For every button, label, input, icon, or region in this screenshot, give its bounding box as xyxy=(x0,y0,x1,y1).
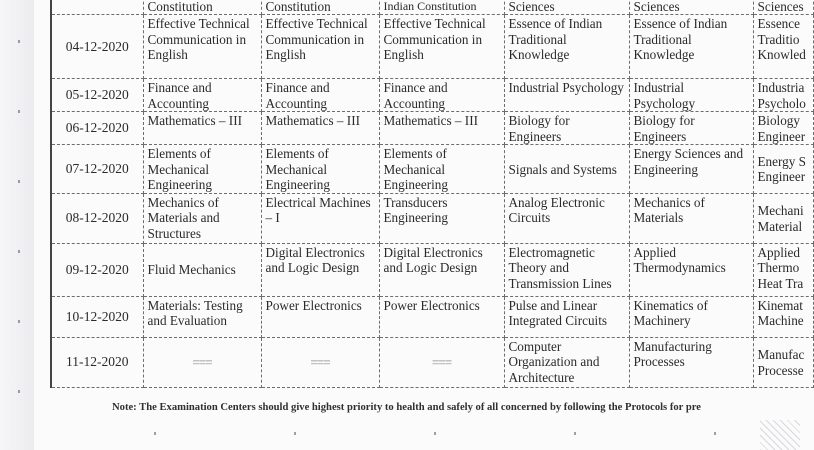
subject-cell: Effective Technical Communication in English xyxy=(261,15,379,79)
subject-cell: Signals and Systems xyxy=(504,145,629,194)
date-cell: 06-12-2020 xyxy=(51,112,143,145)
subject-cell: Materials: Testing and Evaluation xyxy=(143,296,261,337)
date-cell: 08-12-2020 xyxy=(51,193,143,243)
subject-cell: Mechanics of Materials xyxy=(629,193,753,243)
header-cell: Constitution xyxy=(261,0,379,15)
subject-cell: Finance and Accounting xyxy=(143,79,261,112)
margin-mark xyxy=(18,40,20,43)
subject-cell: Essence of Indian Traditional Knowledge xyxy=(629,15,753,79)
subject-cell: Applied Thermo Heat Tra xyxy=(753,243,813,296)
subject-cell: === xyxy=(143,337,261,387)
subject-cell: Mechani Material xyxy=(753,193,813,243)
page-dot xyxy=(154,432,156,435)
subject-cell: Essence of Indian Traditional Knowledge xyxy=(504,15,629,79)
subject-cell: Mathematics – III xyxy=(143,112,261,145)
header-cell: Constitution xyxy=(143,0,261,15)
subject-cell: === xyxy=(261,337,379,387)
margin-mark xyxy=(18,390,20,393)
subject-cell: Industrial Psychology xyxy=(504,79,629,112)
subject-cell: Energy S Engineer xyxy=(753,145,813,194)
subject-cell: Biology Engineer xyxy=(753,112,813,145)
subject-cell: Transducers Engineering xyxy=(379,193,504,243)
subject-cell: Effective Technical Communication in English xyxy=(379,15,504,79)
subject-cell: Power Electronics xyxy=(379,296,504,337)
header-cell: Sciences xyxy=(504,0,629,15)
subject-cell: === xyxy=(379,337,504,387)
page-dot xyxy=(434,432,436,435)
table-row xyxy=(51,193,813,243)
document-page xyxy=(34,0,814,450)
subject-cell: Computer Organization and Architecture xyxy=(504,337,629,387)
subject-cell: Mathematics – III xyxy=(379,112,504,145)
subject-cell: Mathematics – III xyxy=(261,112,379,145)
left-margin xyxy=(0,0,34,450)
date-cell: 09-12-2020 xyxy=(51,243,143,296)
subject-cell: Fluid Mechanics xyxy=(143,243,261,296)
subject-cell: Pulse and Linear Integrated Circuits xyxy=(504,296,629,337)
subject-cell: Electromagnetic Theory and Transmission Lines xyxy=(504,243,629,296)
subject-cell: Digital Electronics and Logic Design xyxy=(261,243,379,296)
subject-cell: Finance and Accounting xyxy=(379,79,504,112)
date-cell: 11-12-2020 xyxy=(51,337,143,387)
subject-cell: Industrial Psychology xyxy=(629,79,753,112)
page-dot xyxy=(714,432,716,435)
subject-cell: Electrical Machines – I xyxy=(261,193,379,243)
subject-cell: Essence Traditio Knowled xyxy=(753,15,813,79)
page-dot xyxy=(294,432,296,435)
subject-cell: Kinematics of Machinery xyxy=(629,296,753,337)
table-row xyxy=(51,243,813,296)
subject-cell: Elements of Mechanical Engineering xyxy=(261,145,379,194)
subject-cell: Analog Electronic Circuits xyxy=(504,193,629,243)
subject-cell: Industria Psycholo xyxy=(753,79,813,112)
subject-cell: Manufacturing Processes xyxy=(629,337,753,387)
subject-cell: Elements of Mechanical Engineering xyxy=(379,145,504,194)
table-row xyxy=(51,145,813,194)
subject-cell: Biology for Engineers xyxy=(629,112,753,145)
header-cell: Indian Constitution xyxy=(379,0,504,15)
page-dot xyxy=(574,432,576,435)
margin-mark xyxy=(18,320,20,323)
table-row xyxy=(51,112,813,145)
table-row xyxy=(51,337,813,387)
subject-cell: Power Electronics xyxy=(261,296,379,337)
table-row xyxy=(51,0,813,15)
date-cell: 05-12-2020 xyxy=(51,79,143,112)
table-row xyxy=(51,79,813,112)
date-cell: 10-12-2020 xyxy=(51,296,143,337)
scan-artifact xyxy=(760,420,800,450)
margin-mark xyxy=(18,180,20,183)
subject-cell: Digital Electronics and Logic Design xyxy=(379,243,504,296)
exam-schedule-table xyxy=(50,0,814,388)
subject-cell: Biology for Engineers xyxy=(504,112,629,145)
subject-cell: Manufac Processe xyxy=(753,337,813,387)
header-cell: Sciences xyxy=(753,0,813,15)
exam-note: Note: The Examination Centers should give highest priority to health and safely of all concerned by following the Protocols for pre xyxy=(112,402,701,413)
subject-cell: Kinemat Machine xyxy=(753,296,813,337)
subject-cell: Energy Sciences and Engineering xyxy=(629,145,753,194)
subject-cell: Finance and Accounting xyxy=(261,79,379,112)
date-cell: 07-12-2020 xyxy=(51,145,143,194)
margin-mark xyxy=(18,250,20,253)
margin-mark xyxy=(18,110,20,113)
subject-cell: Elements of Mechanical Engineering xyxy=(143,145,261,194)
subject-cell: Mechanics of Materials and Structures xyxy=(143,193,261,243)
subject-cell: Applied Thermodynamics xyxy=(629,243,753,296)
table-row xyxy=(51,15,813,79)
date-cell: 04-12-2020 xyxy=(51,15,143,79)
header-cell: Sciences xyxy=(629,0,753,15)
table-row xyxy=(51,296,813,337)
subject-cell: Effective Technical Communication in English xyxy=(143,15,261,79)
